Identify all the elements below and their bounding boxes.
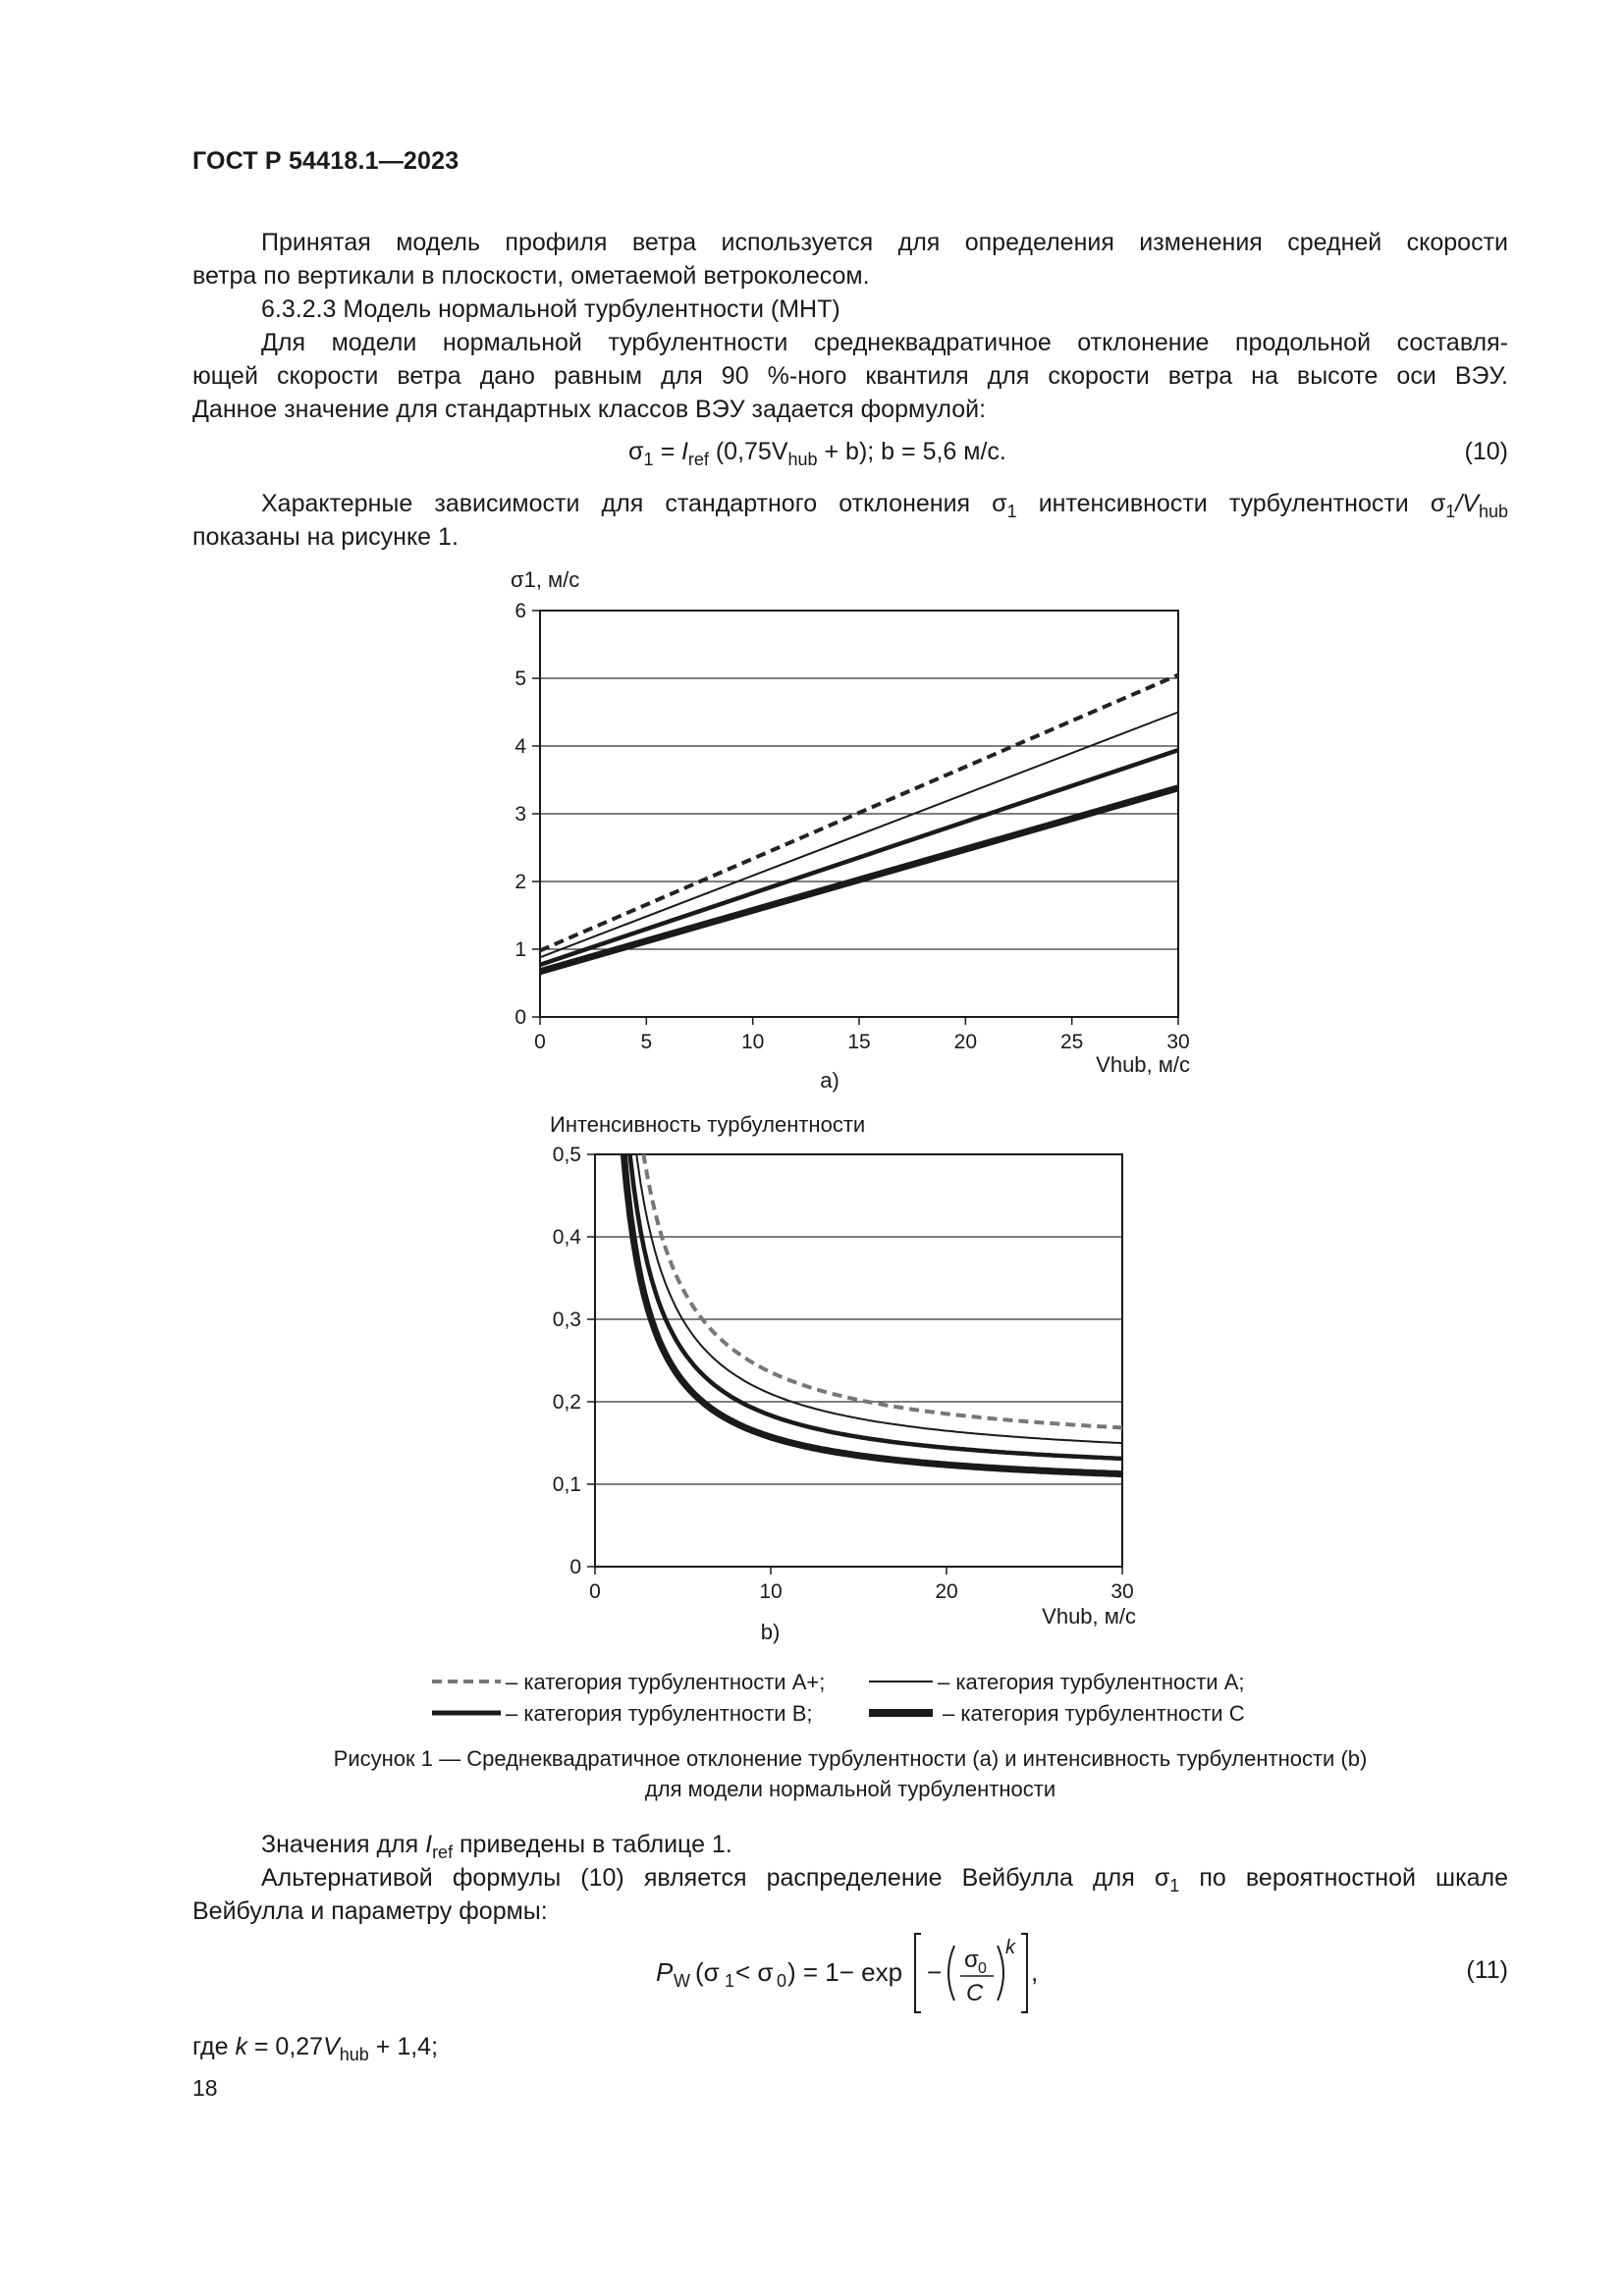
paragraph-line: Данное значение для стандартных классов ВЭУ задается формулой:: [192, 396, 987, 423]
y-tick-label: 1: [514, 938, 526, 961]
svg-text:−: −: [927, 1957, 943, 1987]
equation-number: (11): [1466, 1956, 1508, 1984]
svg-text:) = 1− exp: ) = 1− exp: [787, 1957, 903, 1987]
x-tick-label: 20: [953, 1031, 978, 1053]
svg-text:(σ: (σ: [695, 1957, 720, 1987]
paragraph-line: Значения для $I_{ref}$ приведены в таблице 1.: [261, 1831, 732, 1862]
paragraph-line: показаны на рисунке 1.: [192, 523, 459, 551]
svg-text:W: W: [674, 1971, 690, 1991]
y-axis-label: Интенсивность турбулентности: [550, 1112, 866, 1137]
chart-legend: [422, 1659, 1306, 1728]
chart-a: [491, 560, 1237, 1109]
paragraph-line: ветра по вертикали в плоскости, ометаемой ветроколесом.: [192, 262, 870, 290]
x-tick-label: 20: [935, 1580, 958, 1603]
figure-caption-line: Рисунок 1 — Среднеквадратичное отклонение турбулентности (a) и интенсивность турбулентности (b): [333, 1746, 1368, 1771]
svg-text:,: ,: [1031, 1957, 1039, 1987]
figure-caption-line: для модели нормальной турбулентности: [644, 1777, 1056, 1801]
y-tick-label: 3: [514, 803, 526, 826]
section-heading: 6.3.2.3 Модель нормальной турбулентности (МНТ): [261, 295, 840, 323]
plot-area: [595, 1154, 1122, 1567]
paragraph-line: Принятая модель профиля ветра используется для определения изменения средней скорости: [261, 229, 1508, 256]
x-tick-label: 15: [847, 1031, 871, 1053]
paragraph-line: Характерные зависимости для стандартного отклонения $\sigma_1$ интенсивности турбулентности $\sigma_1/V_{hub}$: [261, 490, 1508, 521]
paragraph-line: Альтернативой формулы (10) является распределение Вейбулла для $\sigma_1$ по вероятностной шкале: [261, 1864, 1508, 1896]
y-tick-label: 0,1: [552, 1473, 581, 1496]
panel-label: b): [760, 1620, 781, 1644]
x-axis-label: Vhub, м/с: [1042, 1604, 1136, 1629]
y-tick-label: 5: [514, 667, 526, 690]
legend-label-a-plus: – категория турбулентности А+;: [506, 1670, 826, 1694]
series-line-категория-турбулентности-а: [540, 713, 1178, 958]
legend-label-a: – категория турбулентности А;: [938, 1670, 1245, 1694]
legend-label-c: – категория турбулентности С: [943, 1701, 1245, 1726]
chart-b: [491, 1099, 1237, 1649]
svg-text:< σ: < σ: [735, 1957, 774, 1987]
series-line-категория-турбулентности-с: [620, 1099, 1122, 1474]
y-tick-label: 0: [569, 1556, 581, 1578]
equation-number: (10): [1464, 438, 1508, 465]
x-tick-label: 25: [1059, 1031, 1084, 1053]
x-tick-label: 10: [740, 1031, 765, 1053]
series-line-категория-турбулентности-в: [540, 750, 1178, 965]
x-tick-label: 0: [534, 1031, 546, 1053]
svg-text:0: 0: [978, 1960, 987, 1977]
y-tick-label: 0,4: [552, 1226, 581, 1249]
y-tick-label: 4: [514, 735, 526, 758]
svg-text:0: 0: [777, 1971, 787, 1991]
y-tick-label: 0,2: [552, 1391, 581, 1414]
legend-label-b: – категория турбулентности В;: [506, 1701, 813, 1726]
document-header: ГОСТ Р 54418.1—2023: [192, 147, 460, 175]
y-axis-label: σ1, м/с: [511, 567, 580, 592]
formula-10: $\sigma_1 = I_{ref}$ $(0,75V_{hub} + b)$; b = 5,6 м/с.: [628, 438, 1006, 469]
y-tick-label: 0,5: [552, 1144, 581, 1166]
svg-text:σ: σ: [964, 1947, 979, 1973]
svg-text:1: 1: [725, 1971, 735, 1991]
x-tick-label: 0: [589, 1580, 601, 1603]
svg-text:C: C: [966, 1980, 984, 2006]
paragraph-line: Для модели нормальной турбулентности среднеквадратичное отклонение продольной составля-: [261, 329, 1508, 356]
x-axis-label: Vhub, м/с: [1096, 1052, 1190, 1077]
svg-text:P: P: [656, 1957, 674, 1987]
paragraph-line: где $k = 0,27V_{hub} + 1,4$;: [192, 2033, 439, 2064]
y-tick-label: 6: [514, 600, 526, 622]
y-tick-label: 2: [514, 871, 526, 893]
x-tick-label: 30: [1166, 1031, 1190, 1053]
paragraph-line: ющей скорости ветра дано равным для 90 %-ного квантиля для скорости ветра на высоте оси ВЭУ.: [192, 362, 1508, 390]
x-tick-label: 5: [640, 1031, 653, 1053]
series-line-категория-турбулентности-а+: [620, 1099, 1122, 1427]
y-tick-label: 0,3: [552, 1308, 581, 1331]
series-line-категория-турбулентности-с: [540, 788, 1178, 972]
svg-text:k: k: [1005, 1937, 1015, 1958]
panel-label: a): [820, 1068, 839, 1093]
series-line-категория-турбулентности-в: [620, 1099, 1122, 1459]
y-tick-label: 0: [514, 1006, 526, 1029]
formula-11: [648, 1924, 1090, 2022]
x-tick-label: 10: [759, 1580, 783, 1603]
paragraph-line: Вейбулла и параметру формы:: [192, 1897, 548, 1925]
page-number: 18: [192, 2075, 218, 2101]
x-tick-label: 30: [1110, 1580, 1134, 1603]
